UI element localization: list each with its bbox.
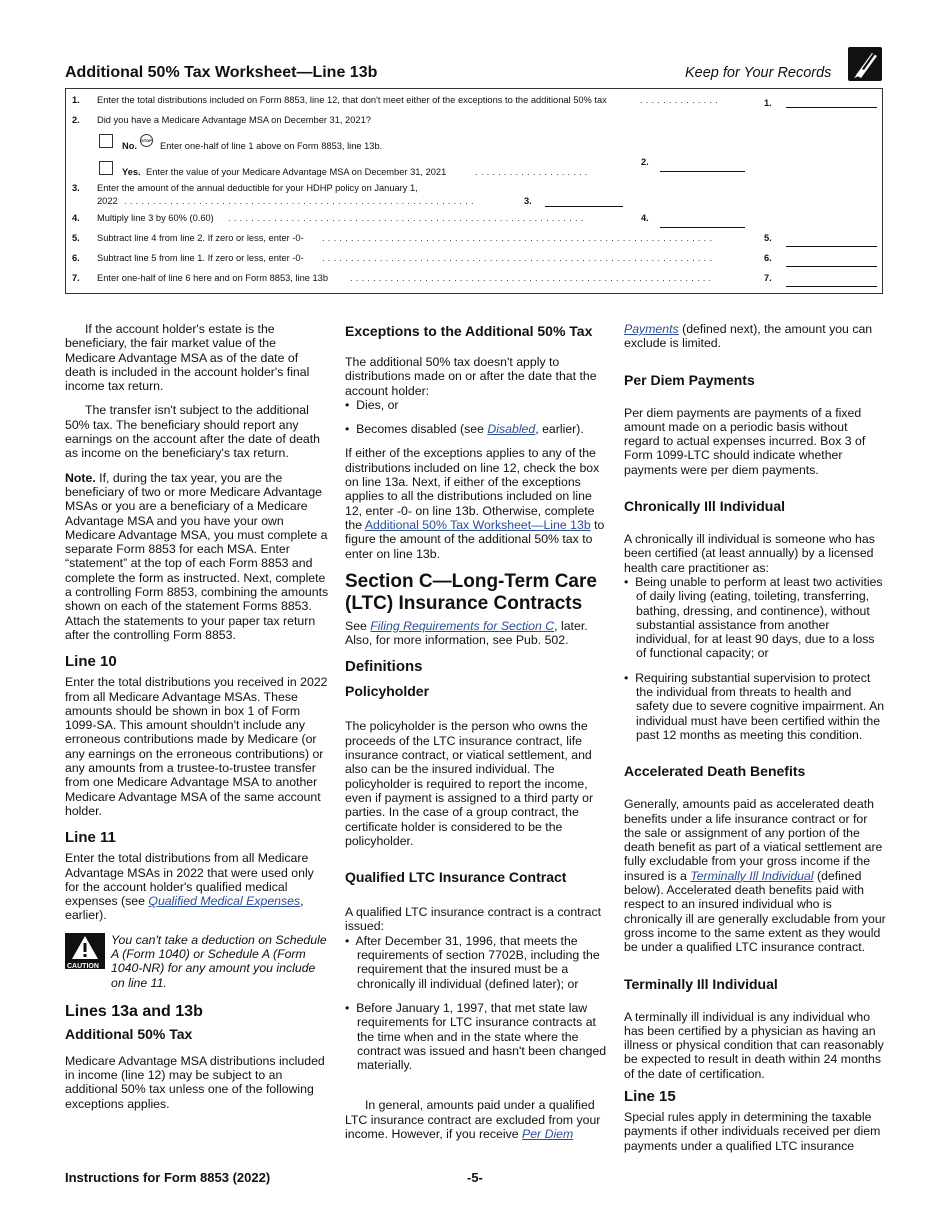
- line-3-text-a: Enter the amount of the annual deductible for your HDHP policy on January 1,: [97, 183, 418, 193]
- caution-box: [65, 933, 329, 990]
- note-paragraph: Note. If, during the tax year, you are the beneficiary of two or more Medicare Advantage MSAs or you are a beneficiary of a Medicare Advantage MSA and you have your own Medicare Advantage MSA, you must complete a separate Form 8853 for each MSA. Enter “statement” at the top of each Form 8853 and complete the form as instructed. Next, complete a controlling Form 8853, combining the amounts shown on each of the statement Forms 8853. Attach the statements to your paper tax return after the controlling Form 8853.: [65, 470, 329, 642]
- no-checkbox[interactable]: [99, 134, 113, 148]
- bullet-before-1997: • Before January 1, 1997, that met state law requirements for LTC insurance contracts at the time when and in the state where the contract was issued and hasn't been changed materially.: [345, 1000, 607, 1073]
- payments-link[interactable]: Payments: [624, 322, 679, 336]
- page-number: -5-: [467, 1170, 483, 1185]
- accelerated-death-paragraph: Generally, amounts paid as accelerated death benefits under a life insurance contract or for the sale or assignment of any portion of the death benefit as part of a viatical settlement are fully excludable from your gross income if the insured is a Terminally Ill Individual (defined below). Accelerated death benefits paid with respect to an insured individual who is chronically ill are generally excludable from your gross income to the same extent as they would be under a qualified LTC insurance contract.: [624, 797, 886, 955]
- exceptions-heading: Exceptions to the Additional 50% Tax: [345, 323, 593, 339]
- line-4-answer-field[interactable]: [660, 227, 745, 228]
- line-2-answer-field[interactable]: [660, 171, 745, 172]
- yes-instruction: Enter the value of your Medicare Advantage MSA on December 31, 2021: [146, 167, 447, 177]
- line-3-number: 3.: [72, 183, 80, 193]
- chronically-ill-heading: Chronically Ill Individual: [624, 498, 786, 515]
- line-7-text: Enter one-half of line 6 here and on Form 8853, line 13b: [97, 273, 329, 283]
- column-1: [65, 322, 329, 1121]
- line-11-heading: Line 11: [65, 829, 116, 847]
- terminally-ill-heading: Terminally Ill Individual: [624, 975, 778, 992]
- line-3-leader: .............................................................: [124, 196, 477, 206]
- line-7-answer-field[interactable]: [786, 286, 877, 287]
- stop-icon: STOP: [140, 134, 153, 147]
- line-6-answer-field[interactable]: [786, 266, 877, 267]
- section-c-paragraph: See Filing Requirements for Section C, later. Also, for more information, see Pub. 502.: [345, 618, 588, 648]
- chronically-ill-paragraph: A chronically ill individual is someone who has been certified (at least annually) by a licensed health care practitioner as:: [624, 532, 875, 575]
- terminally-ill-link[interactable]: Terminally Ill Individual: [690, 868, 814, 883]
- no-label: No.: [122, 141, 137, 151]
- footer-form-title: Instructions for Form 8853 (2022): [65, 1170, 271, 1185]
- line-1-answer-field[interactable]: [786, 107, 877, 108]
- line-3-answer-field[interactable]: [545, 206, 623, 207]
- additional-50-tax-paragraph: Medicare Advantage MSA distributions included in income (line 12) may be subject to an additional 50% tax unless one of the following exceptions applies.: [65, 1053, 325, 1111]
- bullet-supervision: • Requiring substantial supervision to protect the individual from threats to health and safety due to severe cognitive impairment. An individual must have been certified within the past 12 months as meeting this condition.: [624, 670, 885, 742]
- line-2-text: Did you have a Medicare Advantage MSA on December 31, 2021?: [97, 115, 371, 125]
- definitions-heading: Definitions: [345, 658, 423, 676]
- line-4-text: Multiply line 3 by 60% (0.60): [97, 213, 214, 223]
- policyholder-paragraph: The policyholder is the person who owns the proceeds of the LTC insurance contract, life insurance contract, or viatical settlement, and also can be the insured individual. The policyholder is required to report the income, even if payment is assigned to a third party or parties. In the case of a group contract, the certificate holder is considered to be the policyholder.: [345, 719, 594, 848]
- line-6-number: 6.: [72, 253, 80, 263]
- line-7-box-label: 7.: [764, 273, 772, 283]
- column-2: [345, 322, 609, 1151]
- keep-records-label: Keep for Your Records: [685, 65, 832, 81]
- worksheet-title: Additional 50% Tax Worksheet—Line 13b: [65, 64, 378, 81]
- line-15-paragraph: Special rules apply in determining the taxable payments if other individuals received per diem payments under a qualified LTC insurance: [624, 1109, 881, 1153]
- disabled-link[interactable]: Disabled: [487, 422, 536, 437]
- line-2-box-label: 2.: [641, 157, 649, 167]
- line-1-leader: ..............: [640, 95, 721, 105]
- yes-label: Yes.: [122, 167, 141, 177]
- line-1-number: 1.: [72, 95, 80, 105]
- caution-icon: [65, 933, 105, 969]
- line-5-answer-field[interactable]: [786, 246, 877, 247]
- line-11-paragraph: Enter the total distributions from all Medicare Advantage MSAs in 2022 that were used only for the account holder's qualified medical expenses (see Qualified Medical Expenses, earlier).: [65, 851, 314, 923]
- exceptions-paragraph-2: If either of the exceptions applies to any of the distributions included on line 12, check the box on line 13a. Next, if either of the exceptions applies to all the distributions included on line 12, enter -0- on line 13b. Otherwise, complete the Additional 50% Tax Worksheet—Line 13b to figure the amount of the additional 50% tax to enter on line 13b.: [345, 446, 605, 561]
- yes-checkbox[interactable]: [99, 161, 113, 175]
- worksheet-link[interactable]: Additional 50% Tax Worksheet—Line 13b: [364, 517, 591, 532]
- per-diem-link[interactable]: Per Diem: [522, 1126, 574, 1141]
- bullet-unable-to-perform: • Being unable to perform at least two activities of daily living (eating, toileting, transferring, bathing, dressing, and continence), without substantial assistance from another individual, for at least 90 days, due to a loss of functional capacity; or: [624, 574, 883, 661]
- line-1-box-label: 1.: [764, 98, 772, 108]
- line-4-leader: ..............................................................: [228, 213, 587, 223]
- line-4-box-label: 4.: [641, 213, 649, 223]
- line-10-paragraph: Enter the total distributions you received in 2022 from all Medicare Advantage MSAs. These amounts should be shown in box 1 of Form 1099-SA. This amount shouldn't include any erroneous contributions made by Medicare (or any earnings on the erroneous contributions) or any amounts from a trustee-to-trustee transfer from one Medicare Advantage MSA to another Medicare Advantage MSA of the same account holder.: [65, 675, 328, 818]
- accelerated-death-heading: Accelerated Death Benefits: [624, 763, 806, 780]
- terminally-ill-paragraph: A terminally ill individual is any individual who has been certified by a physician as having an illness or physical condition that can reasonably be expected to result in death within 24 months of the date of certification.: [624, 1009, 884, 1081]
- line-15-heading: Line 15: [624, 1087, 676, 1105]
- transfer-paragraph: The transfer isn't subject to the additional 50% tax. The beneficiary should report any earnings on the account after the date of death as income on the beneficiary's tax return.: [65, 403, 321, 461]
- no-instruction: Enter one-half of line 1 above on Form 8853, line 13b.: [160, 141, 383, 151]
- bullet-disabled: • Becomes disabled (see Disabled, earlier).: [345, 422, 584, 437]
- line-1-text: Enter the total distributions included on Form 8853, line 12, that don't meet either of the exceptions to the additional 50% tax: [97, 95, 607, 105]
- line-2-number: 2.: [72, 115, 80, 125]
- caution-label: CAUTION: [67, 962, 99, 970]
- line-5-number: 5.: [72, 233, 80, 243]
- line-5-leader: ....................................................................: [322, 233, 716, 243]
- in-general-paragraph: In general, amounts paid under a qualified LTC insurance contract are excluded from your income. However, if you receive Per Diem: [345, 1098, 601, 1141]
- caution-text: You can't take a deduction on Schedule A (Form 1040) or Schedule A (Form 1040-NR) for any amount you include on line 11.: [111, 932, 327, 990]
- payments-continued-paragraph: Payments (defined next), the amount you can exclude is limited.: [624, 322, 873, 351]
- line-6-text: Subtract line 5 from line 1. If zero or less, enter -0-: [97, 253, 304, 263]
- line-5-box-label: 5.: [764, 233, 772, 243]
- lines-13-heading: Lines 13a and 13b: [65, 1002, 203, 1020]
- line-5-text: Subtract line 4 from line 2. If zero or less, enter -0-: [97, 233, 304, 243]
- additional-50-tax-heading: Additional 50% Tax: [65, 1025, 193, 1042]
- line-4-number: 4.: [72, 213, 80, 223]
- bullet-dies: • Dies, or: [345, 397, 399, 412]
- filing-requirements-link[interactable]: Filing Requirements for Section C: [370, 618, 555, 633]
- exceptions-paragraph: The additional 50% tax doesn't apply to distributions made on or after the date that the account holder:: [345, 355, 597, 398]
- per-diem-paragraph: Per diem payments are payments of a fixed amount made on a periodic basis without regard to actual expenses incurred. Box 3 of Form 1099-LTC should indicate whether payments were per diem payments.: [624, 405, 866, 477]
- line-10-heading: Line 10: [65, 653, 117, 671]
- line-3-box-label: 3.: [524, 196, 532, 206]
- line-6-box-label: 6.: [764, 253, 772, 263]
- bullet-after-1996: • After December 31, 1996, that meets the requirements of section 7702B, including the requirement that the insured must be a chronically ill individual (defined later); or: [345, 933, 600, 991]
- column-3: [624, 322, 886, 1163]
- line-3-text-b: 2022: [97, 196, 118, 206]
- qualified-medical-expenses-link[interactable]: Qualified Medical Expenses: [148, 894, 301, 909]
- line-6-leader: ....................................................................: [322, 253, 716, 263]
- line-7-number: 7.: [72, 273, 80, 283]
- qualified-ltc-heading: Qualified LTC Insurance Contract: [345, 869, 567, 886]
- note-label: Note.: [65, 470, 96, 485]
- line-7-leader: ...............................................................: [350, 273, 715, 283]
- pen-icon: [848, 47, 882, 81]
- qualified-ltc-paragraph: A qualified LTC insurance contract is a contract issued:: [345, 905, 602, 934]
- section-c-heading: Section C—Long-Term Care (LTC) Insurance Contracts: [345, 570, 597, 614]
- per-diem-heading: Per Diem Payments: [624, 371, 755, 388]
- line-2-leader: ....................: [475, 167, 591, 177]
- policyholder-heading: Policyholder: [345, 683, 430, 700]
- estate-paragraph: If the account holder's estate is the beneficiary, the fair market value of the Medicare Advantage MSA as of the date of death is included in the account holder's final income tax return.: [65, 322, 310, 394]
